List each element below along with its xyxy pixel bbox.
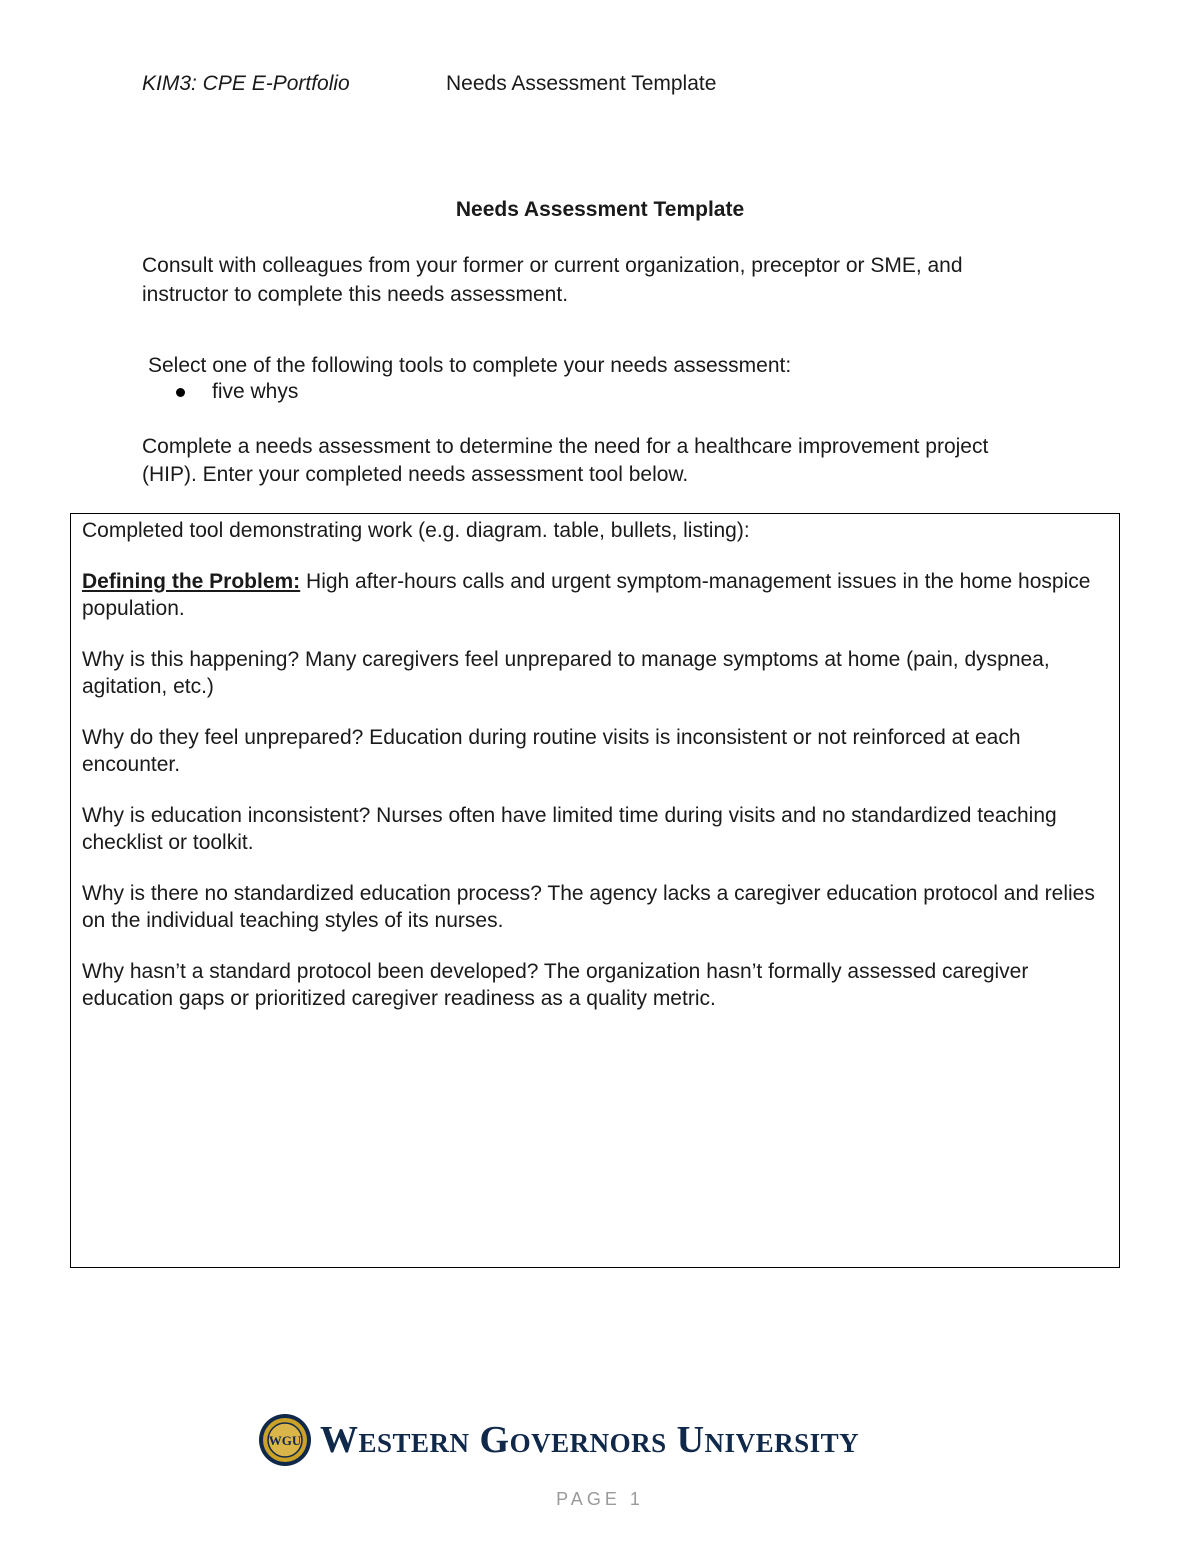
page-header (142, 72, 717, 96)
page-title: Needs Assessment Template (455, 198, 745, 221)
problem-definition (82, 568, 1112, 622)
tool-label: five whys (212, 380, 299, 403)
why-4: Why is there no standardized education process? The agency lacks a caregiver education protocol and relies on the individual teaching styles of its nurses. (82, 882, 1095, 932)
why-1: Why is this happening? Many caregivers feel unprepared to manage symptoms at home (pain, dyspnea, agitation, etc.) (82, 648, 1050, 698)
course-name: KIM3: CPE E-Portfolio (142, 72, 350, 95)
tool-list (142, 378, 298, 406)
wgu-logo (258, 1412, 859, 1468)
completed-tool-box[interactable] (70, 513, 1120, 1268)
problem-label: Defining the Problem: (82, 570, 301, 593)
bullet-icon (176, 388, 185, 397)
university-seal-icon (258, 1413, 312, 1467)
why-5: Why hasn’t a standard protocol been developed? The organization hasn’t formally assessed caregiver education gaps or prioritized caregiver readiness as a quality metric. (82, 960, 1029, 1010)
instructions-paragraph: Complete a needs assessment to determine the need for a healthcare improvement project (HIP). Enter your completed needs assessment tool below. (142, 435, 989, 486)
tool-box-heading: Completed tool demonstrating work (e.g. diagram. table, bullets, listing): (82, 519, 750, 542)
why-2: Why do they feel unprepared? Education during routine visits is inconsistent or not reinforced at each encounter. (82, 726, 1021, 776)
list-item (142, 378, 298, 406)
tools-prompt: Select one of the following tools to complete your needs assessment: (148, 354, 792, 377)
page-number: PAGE 1 (556, 1489, 644, 1509)
seal-text: WGU (268, 1433, 302, 1448)
header-doc-name: Needs Assessment Template (446, 72, 717, 95)
intro-paragraph: Consult with colleagues from your former or current organization, preceptor or SME, and instructor to complete this needs assessment. (142, 254, 963, 306)
university-name-text: Western Governors University (320, 1419, 860, 1461)
why-3: Why is education inconsistent? Nurses often have limited time during visits and no standardized teaching checklist or toolkit. (82, 804, 1057, 854)
university-name (320, 1418, 859, 1462)
tool-box-content (82, 517, 1112, 1036)
problem-text: High after-hours calls and urgent symptom-management issues in the home hospice population. (82, 570, 1091, 620)
